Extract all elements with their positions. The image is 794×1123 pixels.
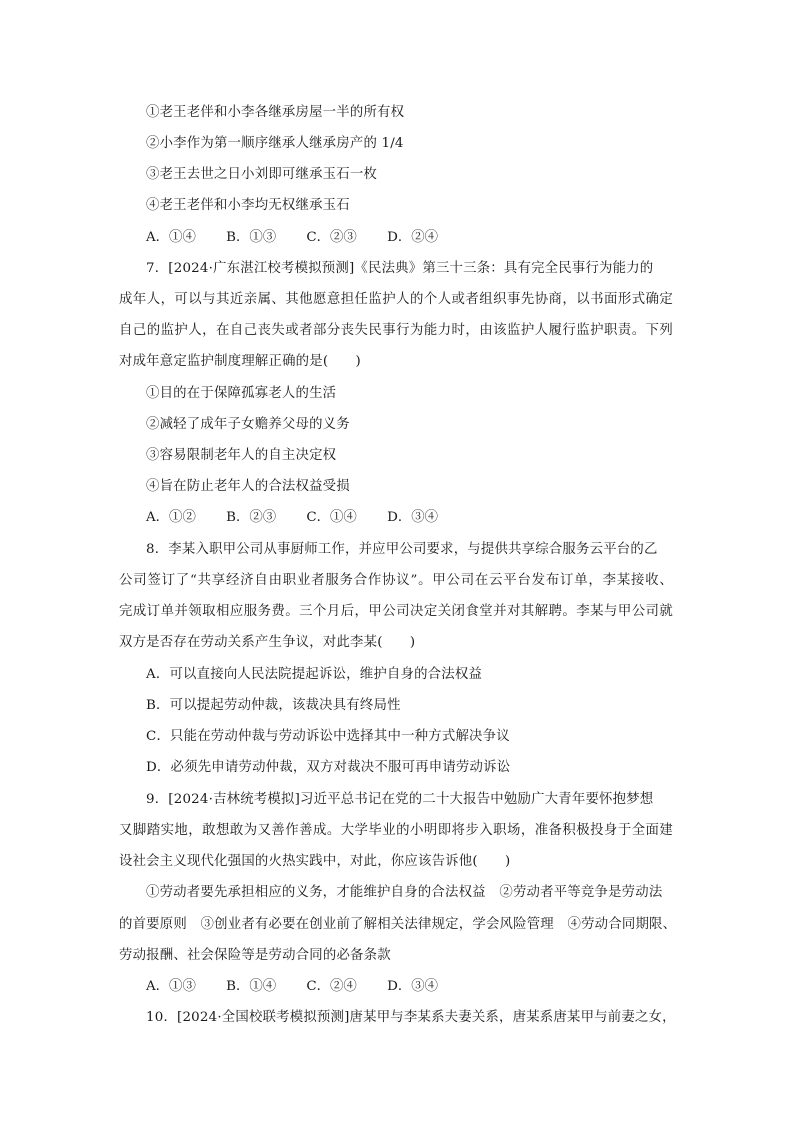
answer-options <box>146 509 438 527</box>
statement-2: ②小李作为第一顺序继承人继承房产的 1/4 <box>146 136 404 151</box>
question-9-line-4: ①劳动者要先承担相应的义务，才能维护自身的合法权益 ②劳动者平等竞争是劳动法 <box>146 885 663 900</box>
option-a: A．①④ <box>146 230 196 245</box>
option-a: A．可以直接向人民法院提起诉讼，维护自身的合法权益 <box>146 667 483 682</box>
answer-options <box>146 229 438 247</box>
question-7-line-1: 7．[2024·广东湛江校考模拟预测]《民法典》第三十三条：具有完全民事行为能力的 <box>146 261 654 276</box>
statement-4: ④老王老伴和小李均无权继承玉石 <box>146 198 350 213</box>
option-b: B．可以提起劳动仲裁，该裁决具有终局性 <box>146 698 401 713</box>
option-c: C．只能在劳动仲裁与劳动诉讼中选择其中一种方式解决争议 <box>146 729 510 744</box>
question-7-line-4: 对成年意定监护制度理解正确的是( ) <box>119 354 361 369</box>
question-9-line-5: 的首要原则 ③创业者有必要在创业前了解相关法律规定，学会风险管理 ④劳动合同期限、 <box>119 917 677 932</box>
option-d: D．②④ <box>387 230 438 245</box>
question-8-line-2: 公司签订了“共享经济自由职业者服务合作协议”。甲公司在云平台发布订单，李某接收、 <box>119 573 673 588</box>
option-b: B．②③ <box>226 510 277 525</box>
option-b: B．①④ <box>226 979 277 994</box>
option-a: A．①③ <box>146 979 196 994</box>
option-c: C．①④ <box>306 510 357 525</box>
question-8-line-4: 双方是否存在劳动关系产生争议，对此李某( ) <box>119 635 416 650</box>
question-9-line-3: 设社会主义现代化强国的火热实践中，对此，你应该告诉他( ) <box>119 854 511 869</box>
option-b: B．①③ <box>226 230 277 245</box>
option-d: D．③④ <box>387 510 438 525</box>
statement-3: ③容易限制老年人的自主决定权 <box>146 448 337 463</box>
question-8-line-3: 完成订单并领取相应服务费。三个月后，甲公司决定关闭食堂并对其解聘。李某与甲公司就 <box>119 604 673 619</box>
option-c: C．②③ <box>306 230 357 245</box>
option-d: D．③④ <box>387 979 438 994</box>
statement-4: ④旨在防止老年人的合法权益受损 <box>146 479 350 494</box>
statement-1: ①老王老伴和小李各继承房屋一半的所有权 <box>146 105 405 120</box>
option-a: A．①② <box>146 510 196 525</box>
statement-1: ①目的在于保障孤寡老人的生活 <box>146 386 337 401</box>
option-c: C．②④ <box>306 979 357 994</box>
question-8-line-1: 8．李某入职甲公司从事厨师工作，并应甲公司要求，与提供共享综合服务云平台的乙 <box>146 542 658 557</box>
option-d: D．必须先申请劳动仲裁，双方对裁决不服可再申请劳动诉讼 <box>146 760 511 775</box>
question-9-line-2: 又脚踏实地，敢想敢为又善作善成。大学毕业的小明即将步入职场，准备积极投身于全面建 <box>119 823 673 838</box>
statement-2: ②减轻了成年子女赡养父母的义务 <box>146 417 350 432</box>
answer-options <box>146 978 438 996</box>
question-9-line-6: 劳动报酬、社会保险等是劳动合同的必备条款 <box>119 948 391 963</box>
question-9-line-1: 9．[2024·吉林统考模拟]习近平总书记在党的二十大报告中勉励广大青年要怀抱梦想 <box>146 792 654 807</box>
question-7-line-3: 自己的监护人，在自己丧失或者部分丧失民事行为能力时，由该监护人履行监护职责。下列 <box>119 323 673 338</box>
question-7-line-2: 成年人，可以与其近亲属、其他愿意担任监护人的个人或者组织事先协商，以书面形式确定 <box>119 292 673 307</box>
question-10-line-1: 10．[2024·全国校联考模拟预测]唐某甲与李某系夫妻关系，唐某系唐某甲与前妻之女， <box>146 1010 676 1025</box>
statement-3: ③老王去世之日小刘即可继承玉石一枚 <box>146 167 378 182</box>
